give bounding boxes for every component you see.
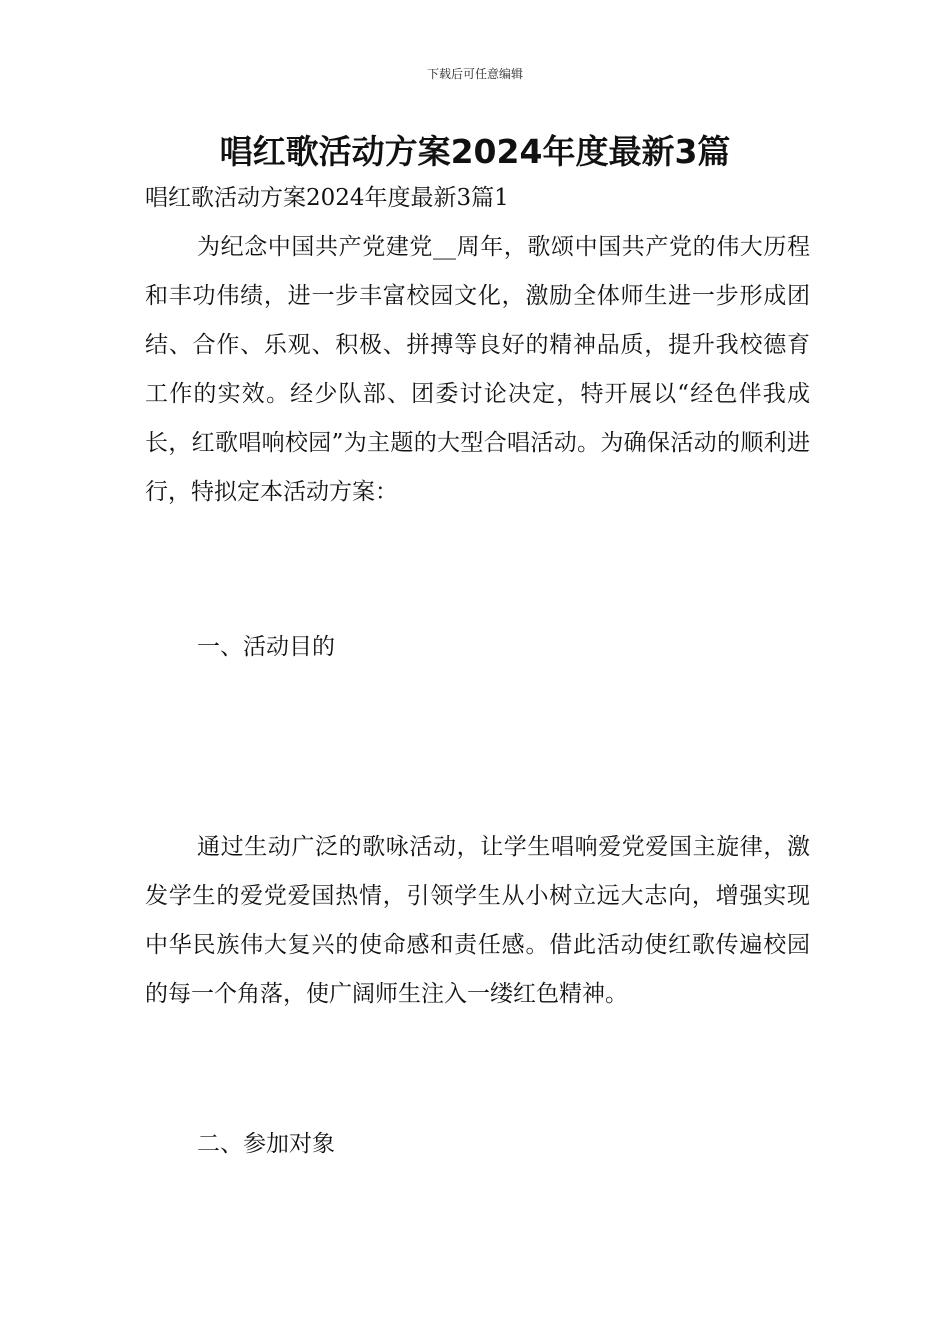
header-note: 下载后可任意编辑 bbox=[426, 67, 523, 81]
section-paragraph-purpose: 通过生动广泛的歌咏活动，让学生唱响爱党爱国主旋律，激发学生的爱党爱国热情，引领学生从小树立远大志向，增强实现中华民族伟大复兴的使命感和责任感。借此活动使红歌传遍校园的每一个角落，使广阔师生注入一缕红色精神。 bbox=[145, 834, 810, 1007]
document-title: 唱红歌活动方案2024年度最新3篇 bbox=[219, 132, 731, 171]
intro-paragraph: 为纪念中国共产党建党__周年，歌颂中国共产党的伟大历程和丰功伟绩，进一步丰富校园文化，激励全体师生进一步形成团结、合作、乐观、积极、拼搏等良好的精神品质，提升我校德育工作的实效。经少队部、团委讨论决定，特开展以“经色伴我成长，红歌唱响校园”为主题的大型合唱活动。为确保活动的顺利进行，特拟定本活动方案： bbox=[145, 234, 810, 505]
section-heading-purpose: 一、活动目的 bbox=[197, 634, 335, 660]
document-subtitle: 唱红歌活动方案2024年度最新3篇1 bbox=[145, 185, 509, 211]
section-heading-participants: 二、参加对象 bbox=[197, 1131, 335, 1157]
